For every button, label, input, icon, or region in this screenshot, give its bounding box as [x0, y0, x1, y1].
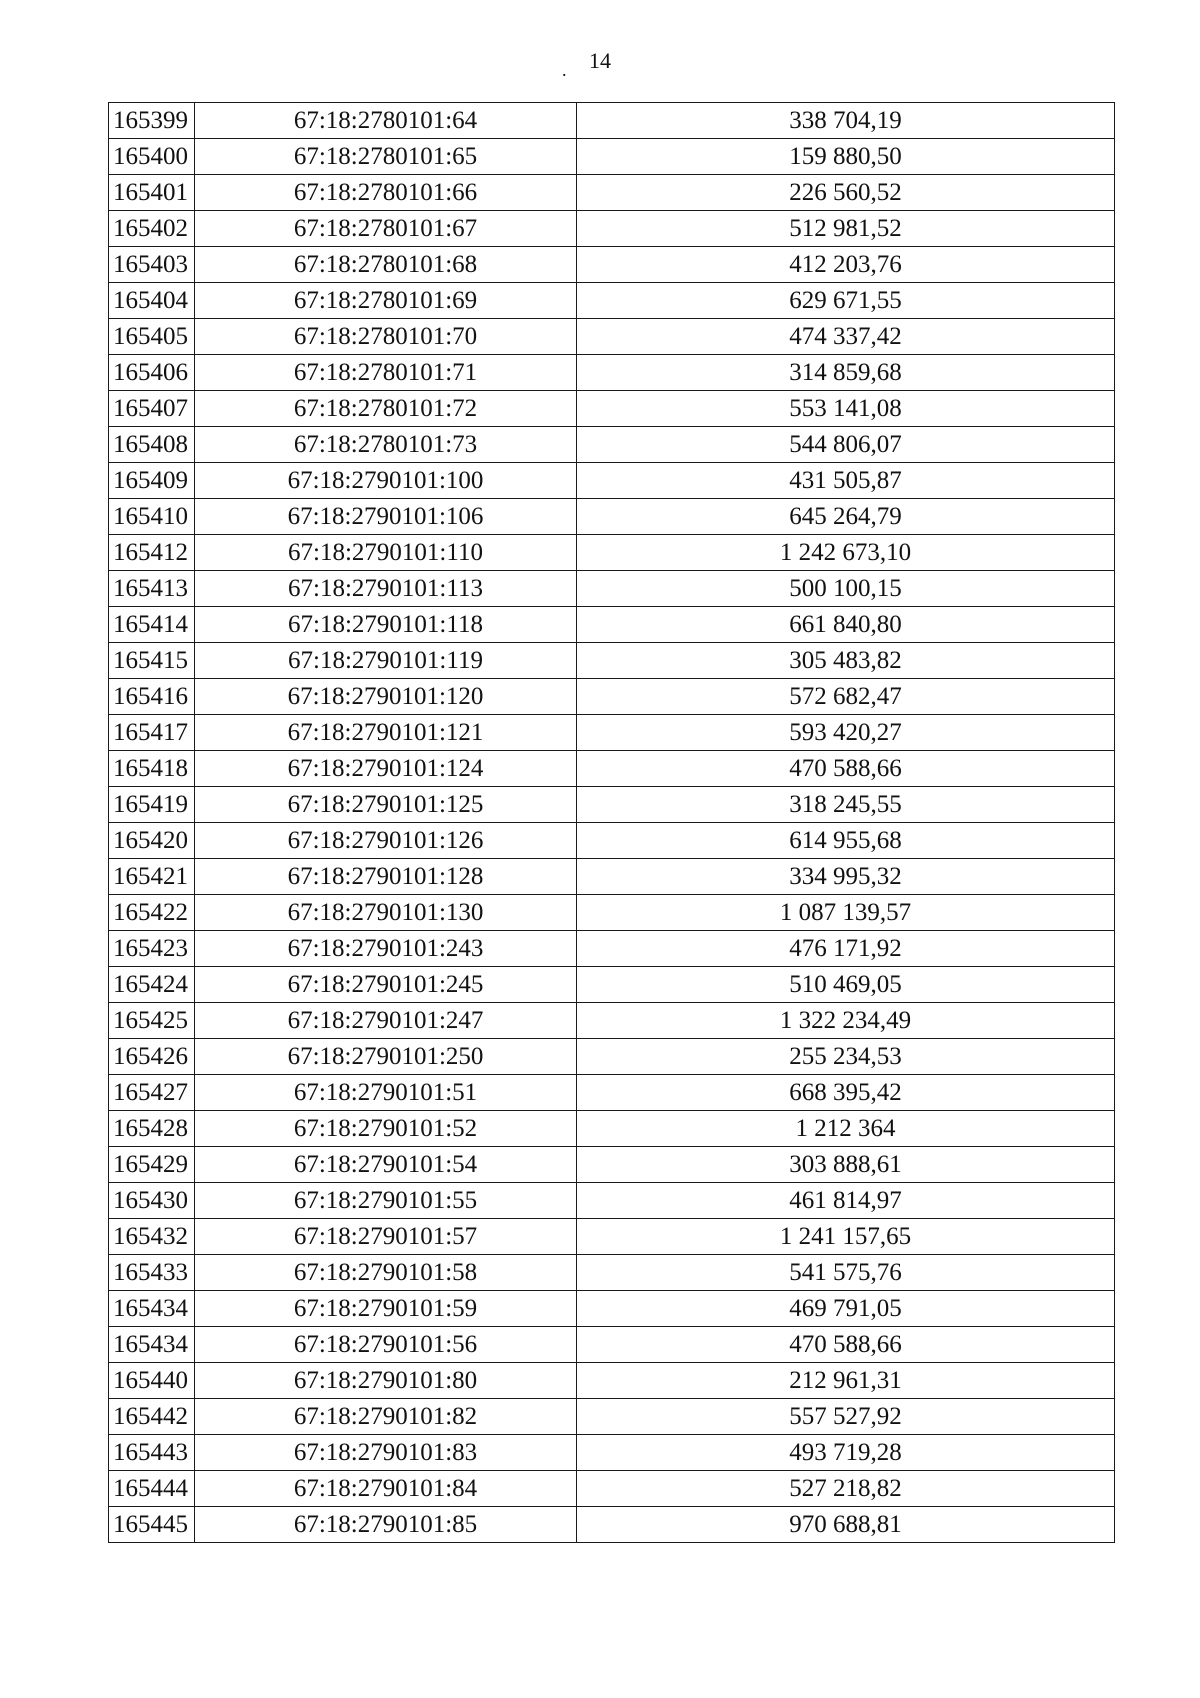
cadastral-number-cell: 67:18:2790101:106 — [195, 499, 577, 535]
cadastral-number-cell: 67:18:2790101:51 — [195, 1075, 577, 1111]
value-cell: 500 100,15 — [577, 571, 1115, 607]
table-row — [109, 319, 1115, 355]
value-cell: 668 395,42 — [577, 1075, 1115, 1111]
table-row — [109, 607, 1115, 643]
value-cell: 510 469,05 — [577, 967, 1115, 1003]
table-row — [109, 823, 1115, 859]
cadastral-number-cell: 67:18:2790101:100 — [195, 463, 577, 499]
row-id-cell: 165417 — [109, 715, 195, 751]
row-id-cell: 165402 — [109, 211, 195, 247]
table-row — [109, 679, 1115, 715]
cadastral-number-cell: 67:18:2790101:250 — [195, 1039, 577, 1075]
table-row — [109, 463, 1115, 499]
table-row — [109, 715, 1115, 751]
value-cell: 661 840,80 — [577, 607, 1115, 643]
value-cell: 470 588,66 — [577, 1327, 1115, 1363]
value-cell: 1 322 234,49 — [577, 1003, 1115, 1039]
cadastral-number-cell: 67:18:2780101:65 — [195, 139, 577, 175]
row-id-cell: 165424 — [109, 967, 195, 1003]
table-row — [109, 1183, 1115, 1219]
table-row — [109, 859, 1115, 895]
value-cell: 572 682,47 — [577, 679, 1115, 715]
table-row — [109, 175, 1115, 211]
value-cell: 469 791,05 — [577, 1291, 1115, 1327]
value-cell: 314 859,68 — [577, 355, 1115, 391]
row-id-cell: 165429 — [109, 1147, 195, 1183]
table-row — [109, 1507, 1115, 1543]
table-body — [109, 103, 1115, 1543]
row-id-cell: 165421 — [109, 859, 195, 895]
table-row — [109, 283, 1115, 319]
row-id-cell: 165401 — [109, 175, 195, 211]
table-row — [109, 1327, 1115, 1363]
row-id-cell: 165420 — [109, 823, 195, 859]
cadastral-number-cell: 67:18:2790101:120 — [195, 679, 577, 715]
cadastral-number-cell: 67:18:2780101:73 — [195, 427, 577, 463]
row-id-cell: 165412 — [109, 535, 195, 571]
row-id-cell: 165444 — [109, 1471, 195, 1507]
row-id-cell: 165442 — [109, 1399, 195, 1435]
cadastral-number-cell: 67:18:2790101:118 — [195, 607, 577, 643]
cadastral-number-cell: 67:18:2790101:57 — [195, 1219, 577, 1255]
table-row — [109, 391, 1115, 427]
row-id-cell: 165427 — [109, 1075, 195, 1111]
cadastral-number-cell: 67:18:2790101:121 — [195, 715, 577, 751]
row-id-cell: 165434 — [109, 1327, 195, 1363]
value-cell: 1 242 673,10 — [577, 535, 1115, 571]
row-id-cell: 165414 — [109, 607, 195, 643]
cadastral-number-cell: 67:18:2780101:69 — [195, 283, 577, 319]
table-row — [109, 247, 1115, 283]
table-row — [109, 535, 1115, 571]
table-row — [109, 1291, 1115, 1327]
table-row — [109, 211, 1115, 247]
cadastral-number-cell: 67:18:2790101:113 — [195, 571, 577, 607]
cadastral-number-cell: 67:18:2790101:124 — [195, 751, 577, 787]
row-id-cell: 165415 — [109, 643, 195, 679]
row-id-cell: 165413 — [109, 571, 195, 607]
table-row — [109, 1039, 1115, 1075]
row-id-cell: 165443 — [109, 1435, 195, 1471]
table-row — [109, 1255, 1115, 1291]
value-cell: 212 961,31 — [577, 1363, 1115, 1399]
row-id-cell: 165403 — [109, 247, 195, 283]
cadastral-number-cell: 67:18:2780101:68 — [195, 247, 577, 283]
cadastral-number-cell: 67:18:2790101:130 — [195, 895, 577, 931]
row-id-cell: 165400 — [109, 139, 195, 175]
row-id-cell: 165426 — [109, 1039, 195, 1075]
value-cell: 527 218,82 — [577, 1471, 1115, 1507]
cadastral-number-cell: 67:18:2790101:247 — [195, 1003, 577, 1039]
row-id-cell: 165418 — [109, 751, 195, 787]
row-id-cell: 165409 — [109, 463, 195, 499]
value-cell: 476 171,92 — [577, 931, 1115, 967]
table-row — [109, 751, 1115, 787]
value-cell: 1 087 139,57 — [577, 895, 1115, 931]
value-cell: 544 806,07 — [577, 427, 1115, 463]
value-cell: 645 264,79 — [577, 499, 1115, 535]
table-row — [109, 1003, 1115, 1039]
row-id-cell: 165405 — [109, 319, 195, 355]
table-row — [109, 427, 1115, 463]
row-id-cell: 165422 — [109, 895, 195, 931]
table-row — [109, 139, 1115, 175]
cadastral-number-cell: 67:18:2790101:56 — [195, 1327, 577, 1363]
value-cell: 334 995,32 — [577, 859, 1115, 895]
cadastral-number-cell: 67:18:2780101:72 — [195, 391, 577, 427]
table-row — [109, 1147, 1115, 1183]
cadastral-number-cell: 67:18:2790101:52 — [195, 1111, 577, 1147]
table-row — [109, 787, 1115, 823]
table-row — [109, 1219, 1115, 1255]
cadastral-number-cell: 67:18:2780101:71 — [195, 355, 577, 391]
value-cell: 629 671,55 — [577, 283, 1115, 319]
value-cell: 593 420,27 — [577, 715, 1115, 751]
value-cell: 493 719,28 — [577, 1435, 1115, 1471]
row-id-cell: 165440 — [109, 1363, 195, 1399]
cadastral-number-cell: 67:18:2790101:243 — [195, 931, 577, 967]
table-row — [109, 1399, 1115, 1435]
row-id-cell: 165432 — [109, 1219, 195, 1255]
cadastral-number-cell: 67:18:2790101:54 — [195, 1147, 577, 1183]
value-cell: 226 560,52 — [577, 175, 1115, 211]
row-id-cell: 165445 — [109, 1507, 195, 1543]
table-row — [109, 967, 1115, 1003]
stray-mark: . — [562, 60, 567, 80]
row-id-cell: 165425 — [109, 1003, 195, 1039]
value-cell: 553 141,08 — [577, 391, 1115, 427]
value-cell: 431 505,87 — [577, 463, 1115, 499]
value-cell: 970 688,81 — [577, 1507, 1115, 1543]
table-row — [109, 1363, 1115, 1399]
row-id-cell: 165433 — [109, 1255, 195, 1291]
cadastral-number-cell: 67:18:2790101:119 — [195, 643, 577, 679]
row-id-cell: 165428 — [109, 1111, 195, 1147]
cadastral-number-cell: 67:18:2790101:55 — [195, 1183, 577, 1219]
value-cell: 255 234,53 — [577, 1039, 1115, 1075]
cadastral-number-cell: 67:18:2790101:59 — [195, 1291, 577, 1327]
row-id-cell: 165410 — [109, 499, 195, 535]
row-id-cell: 165434 — [109, 1291, 195, 1327]
cadastral-number-cell: 67:18:2790101:245 — [195, 967, 577, 1003]
value-cell: 303 888,61 — [577, 1147, 1115, 1183]
table-row — [109, 499, 1115, 535]
value-cell: 412 203,76 — [577, 247, 1115, 283]
table-row — [109, 931, 1115, 967]
cadastral-number-cell: 67:18:2790101:125 — [195, 787, 577, 823]
page-number: 14 — [589, 48, 611, 73]
row-id-cell: 165430 — [109, 1183, 195, 1219]
table-row — [109, 1111, 1115, 1147]
value-cell: 614 955,68 — [577, 823, 1115, 859]
value-cell: 512 981,52 — [577, 211, 1115, 247]
value-cell: 305 483,82 — [577, 643, 1115, 679]
cadastral-number-cell: 67:18:2780101:70 — [195, 319, 577, 355]
row-id-cell: 165416 — [109, 679, 195, 715]
value-cell: 159 880,50 — [577, 139, 1115, 175]
cadastral-number-cell: 67:18:2790101:82 — [195, 1399, 577, 1435]
row-id-cell: 165408 — [109, 427, 195, 463]
cadastral-number-cell: 67:18:2780101:67 — [195, 211, 577, 247]
row-id-cell: 165406 — [109, 355, 195, 391]
cadastral-number-cell: 67:18:2790101:128 — [195, 859, 577, 895]
cadastral-number-cell: 67:18:2790101:84 — [195, 1471, 577, 1507]
table-row — [109, 1471, 1115, 1507]
cadastral-number-cell: 67:18:2790101:85 — [195, 1507, 577, 1543]
value-cell: 557 527,92 — [577, 1399, 1115, 1435]
table-row — [109, 103, 1115, 139]
value-cell: 461 814,97 — [577, 1183, 1115, 1219]
table-row — [109, 643, 1115, 679]
value-cell: 474 337,42 — [577, 319, 1115, 355]
data-table — [108, 102, 1115, 1543]
cadastral-number-cell: 67:18:2790101:80 — [195, 1363, 577, 1399]
cadastral-number-cell: 67:18:2790101:126 — [195, 823, 577, 859]
table-row — [109, 571, 1115, 607]
value-cell: 541 575,76 — [577, 1255, 1115, 1291]
table-row — [109, 355, 1115, 391]
value-cell: 318 245,55 — [577, 787, 1115, 823]
value-cell: 1 212 364 — [577, 1111, 1115, 1147]
cadastral-number-cell: 67:18:2780101:66 — [195, 175, 577, 211]
table-row — [109, 895, 1115, 931]
row-id-cell: 165419 — [109, 787, 195, 823]
table-row — [109, 1435, 1115, 1471]
cadastral-number-cell: 67:18:2790101:83 — [195, 1435, 577, 1471]
value-cell: 470 588,66 — [577, 751, 1115, 787]
cadastral-number-cell: 67:18:2780101:64 — [195, 103, 577, 139]
row-id-cell: 165407 — [109, 391, 195, 427]
table-row — [109, 1075, 1115, 1111]
row-id-cell: 165404 — [109, 283, 195, 319]
value-cell: 1 241 157,65 — [577, 1219, 1115, 1255]
cadastral-number-cell: 67:18:2790101:58 — [195, 1255, 577, 1291]
value-cell: 338 704,19 — [577, 103, 1115, 139]
row-id-cell: 165399 — [109, 103, 195, 139]
row-id-cell: 165423 — [109, 931, 195, 967]
cadastral-number-cell: 67:18:2790101:110 — [195, 535, 577, 571]
